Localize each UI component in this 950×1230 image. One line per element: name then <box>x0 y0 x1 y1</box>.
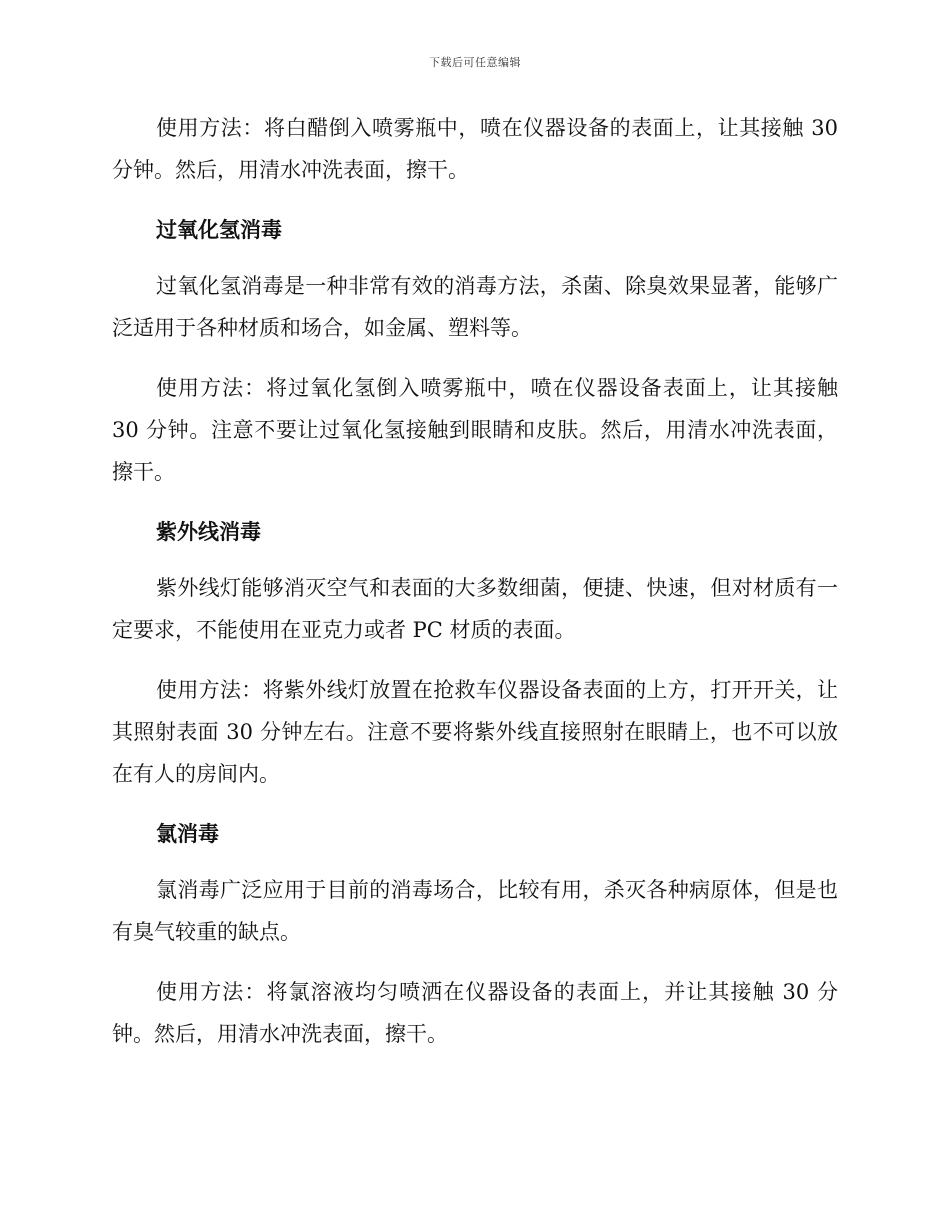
uv-description-paragraph: 紫外线灯能够消灭空气和表面的大多数细菌，便捷、快速，但对材质有一定要求，不能使用在亚克力或者 PC 材质的表面。 <box>112 576 838 642</box>
chlorine-heading: 氯消毒 <box>156 822 219 846</box>
chlorine-description-paragraph: 氯消毒广泛应用于目前的消毒场合，比较有用，杀灭各种病原体，但是也有臭气较重的缺点。 <box>112 878 838 944</box>
peroxide-description-paragraph: 过氧化氢消毒是一种非常有效的消毒方法，杀菌、除臭效果显著，能够广泛适用于各种材质和场合，如金属、塑料等。 <box>112 274 838 340</box>
peroxide-usage-paragraph: 使用方法：将过氧化氢倒入喷雾瓶中，喷在仪器设备表面上，让其接触 30 分钟。注意不要让过氧化氢接触到眼睛和皮肤。然后，用清水冲洗表面，擦干。 <box>112 376 838 484</box>
header-note: 下载后可任意编辑 <box>429 56 521 69</box>
uv-usage-paragraph: 使用方法：将紫外线灯放置在抢救车仪器设备表面的上方，打开开关，让其照射表面 30 分钟左右。注意不要将紫外线直接照射在眼睛上，也不可以放在有人的房间内。 <box>112 678 838 786</box>
document-body <box>112 107 838 1073</box>
vinegar-usage-paragraph: 使用方法：将白醋倒入喷雾瓶中，喷在仪器设备的表面上，让其接触 30 分钟。然后，用清水冲洗表面，擦干。 <box>112 116 838 182</box>
chlorine-usage-paragraph: 使用方法：将氯溶液均匀喷洒在仪器设备的表面上，并让其接触 30 分钟。然后，用清水冲洗表面，擦干。 <box>112 980 838 1046</box>
peroxide-heading: 过氧化氢消毒 <box>156 218 282 242</box>
uv-heading: 紫外线消毒 <box>156 520 261 544</box>
